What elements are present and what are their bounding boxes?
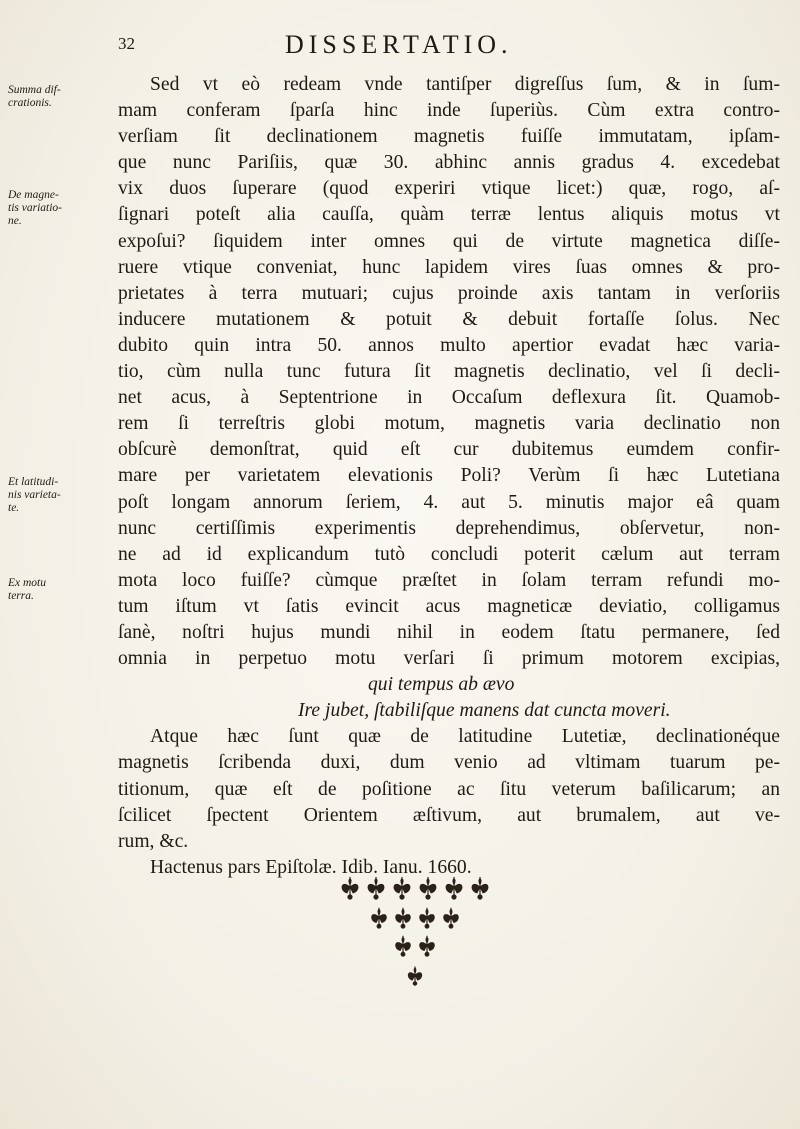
closing-line: Hactenus pars Epiſtolæ. Idib. Ianu. 1660. [150,856,472,878]
text-line: net acus, à Septentrione in Occaſum deflexura ſit. Quamob- [118,387,780,409]
text-line: mota loco fuiſſe? cùmque præſtet in ſolam terram refundi mo- [118,569,780,591]
text-line: obſcurè demonſtrat, quid eſt cur dubitemus eumdem confir- [118,439,780,461]
ornament-motif [342,877,358,899]
text-line: titionum, quæ eſt de poſitione ac ſitu veterum baſilicarum; an [118,778,780,800]
margin-note-latitudinis: Et latitudi- nis varieta- te. [8,476,61,514]
text-line: ſcilicet ſpectent Orientem æſtivum, aut brumalem, aut ve- [118,804,780,826]
ornament-motif [446,877,462,899]
ornament-motif [372,908,387,928]
ornament-motif [472,877,488,899]
text-line: omnia in perpetuo motu verſari ſi primum motorem excipias, [118,648,780,670]
ornament-motif [420,908,435,928]
text-line: ne ad id explicandum tutò concludi poterit cælum aut terram [118,543,780,565]
floral-tailpiece-icon [325,873,505,1013]
running-title: DISSERTATIO. [285,30,513,59]
margin-note-variatio: De magne- tis variatio- ne. [8,189,62,227]
text-line: Sed vt eò redeam vnde tantiſper digreſſus ſum, & in ſum- [150,74,780,95]
ornament-motif [444,908,459,928]
text-line: tio, cùm nulla tunc futura ſit magnetis declinatio, vel ſi decli- [118,361,780,383]
text-line: dubito quin intra 50. annos multo apertior evadat hæc varia- [118,334,780,356]
text-line: magnetis ſcribenda duxi, dum venio ad vltimam tuarum pe- [118,752,780,774]
text-line: poſt longam annorum ſeriem, 4. aut 5. minutis major eâ quam [118,491,780,513]
text-line: mam conferam ſparſa hinc inde ſuperiùs. Cùm extra contro- [118,100,780,122]
verse-line: qui tempus ab ævo [368,674,515,696]
margin-note-motu-terrae: Ex motu terra. [8,577,47,602]
text-line: ſignari poteſt alia cauſſa, quàm terræ lentus aliquis motus vt [118,204,780,226]
text-line: Atque hæc ſunt quæ de latitudine Lutetiæ, declinationéque [150,726,780,748]
text-line: rem ſi terreſtris globi motum, magnetis varia declinatio non [118,413,780,435]
text-line: verſiam ſit declinationem magnetis fuiſſe immutatam, ipſam- [118,126,780,148]
ornament-motif [368,877,384,899]
ornament-motif [420,936,435,956]
text-line: vix duos ſuperare (quod experiri vtique licet:) quæ, rogo, aſ- [118,178,780,200]
ornament-motif [420,877,436,899]
text-line: expoſui? ſiquidem inter omnes qui de virtute magnetica diſſe- [118,230,780,252]
ornament-motif [394,877,410,899]
text-line: ſanè, noſtri hujus mundi nihil in eodem ſtatu permanere, ſed [118,621,780,643]
page-number: 32 [118,34,135,53]
ornament-motif [408,967,422,986]
ornament-motif [396,908,411,928]
text-line: rum, &c. [118,830,189,852]
text-line: mare per varietatem elevationis Poli? Verùm ſi hæc Lutetiana [118,465,780,487]
margin-note-summa: Summa dif- crationis. [8,84,61,109]
text-line: ruere vtique conveniat, hunc lapidem vires ſuas omnes & pro- [118,256,780,278]
ornament-motif [396,936,411,956]
body-text [118,72,780,881]
text-line: prietates à terra mutuari; cujus proinde axis tantam in verſoriis [118,282,780,304]
text-line: tum iſtum vt ſatis evincit acus magneticæ deviatio, colligamus [118,595,780,617]
text-line: que nunc Pariſiis, quæ 30. abhinc annis gradus 4. excedebat [118,152,780,174]
text-line: inducere mutationem & potuit & debuit fortaſſe ſolus. Nec [118,308,780,330]
text-line: nunc certiſſimis experimentis deprehendimus, obſervetur, non- [118,517,780,539]
verse-line: Ire jubet, ſtabiliſque manens dat cuncta moveri. [298,700,671,722]
